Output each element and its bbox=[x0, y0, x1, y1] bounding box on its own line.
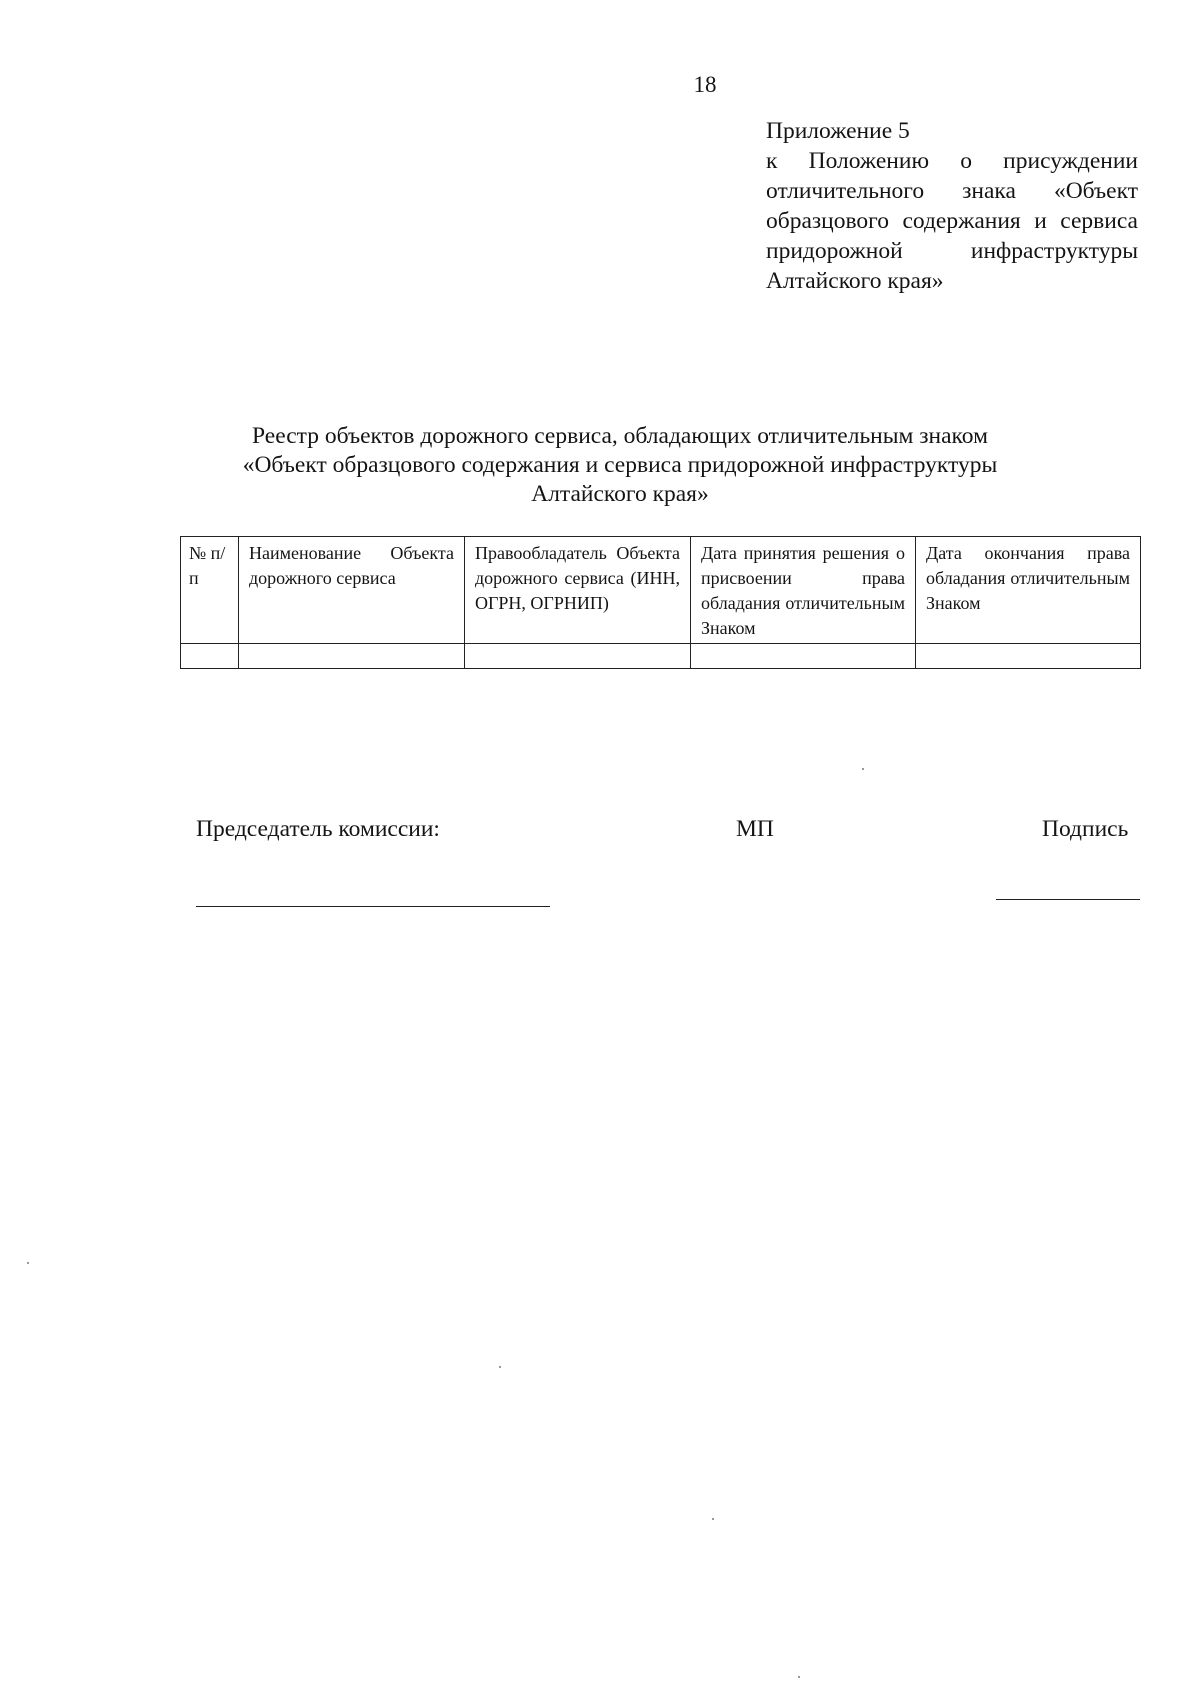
signature-label: Подпись bbox=[1042, 816, 1129, 842]
scan-speck bbox=[712, 1518, 714, 1520]
scan-speck bbox=[798, 1676, 800, 1678]
chairman-label: Председатель комиссии: bbox=[196, 816, 440, 842]
appendix-title: Приложение 5 bbox=[766, 118, 910, 144]
stamp-label: МП bbox=[736, 816, 774, 842]
page-number: 18 bbox=[693, 72, 717, 97]
document-title-line-1: Реестр объектов дорожного сервиса, обладающих отличительным знаком bbox=[252, 423, 988, 449]
table-cell bbox=[916, 644, 1141, 669]
header-object-name: Наименование Объекта дорожного сервиса bbox=[239, 537, 465, 644]
table-cell bbox=[465, 644, 691, 669]
table-row bbox=[181, 644, 1141, 669]
header-expiry-date: Дата окончания права обладания отличительным Знаком bbox=[916, 537, 1141, 644]
signature-line bbox=[996, 899, 1140, 900]
scan-speck bbox=[862, 768, 864, 770]
table-cell bbox=[239, 644, 465, 669]
table-cell bbox=[691, 644, 916, 669]
registry-table bbox=[180, 536, 1141, 669]
document-title-line-3: Алтайского края» bbox=[531, 481, 709, 507]
table-header-row bbox=[181, 537, 1141, 644]
scan-speck bbox=[27, 1262, 29, 1264]
header-decision-date: Дата принятия решения о присвоении права обладания отличительным Знаком bbox=[691, 537, 916, 644]
chairman-signature-line bbox=[196, 906, 550, 907]
appendix-block bbox=[766, 116, 1138, 296]
appendix-reference: к Положению о присуждении отличительного знака «Объект образцового содержания и сервиса придорожной инфраструктуры Алтайского края» bbox=[766, 148, 1138, 294]
header-number: № п/п bbox=[181, 537, 239, 644]
table-cell bbox=[181, 644, 239, 669]
document-title-line-2: «Объект образцового содержания и сервиса придорожной инфраструктуры bbox=[242, 452, 998, 478]
header-rightholder: Правообладатель Объекта дорожного сервиса (ИНН, ОГРН, ОГРНИП) bbox=[465, 537, 691, 644]
scan-speck bbox=[499, 1366, 501, 1368]
document-title bbox=[180, 422, 1060, 509]
